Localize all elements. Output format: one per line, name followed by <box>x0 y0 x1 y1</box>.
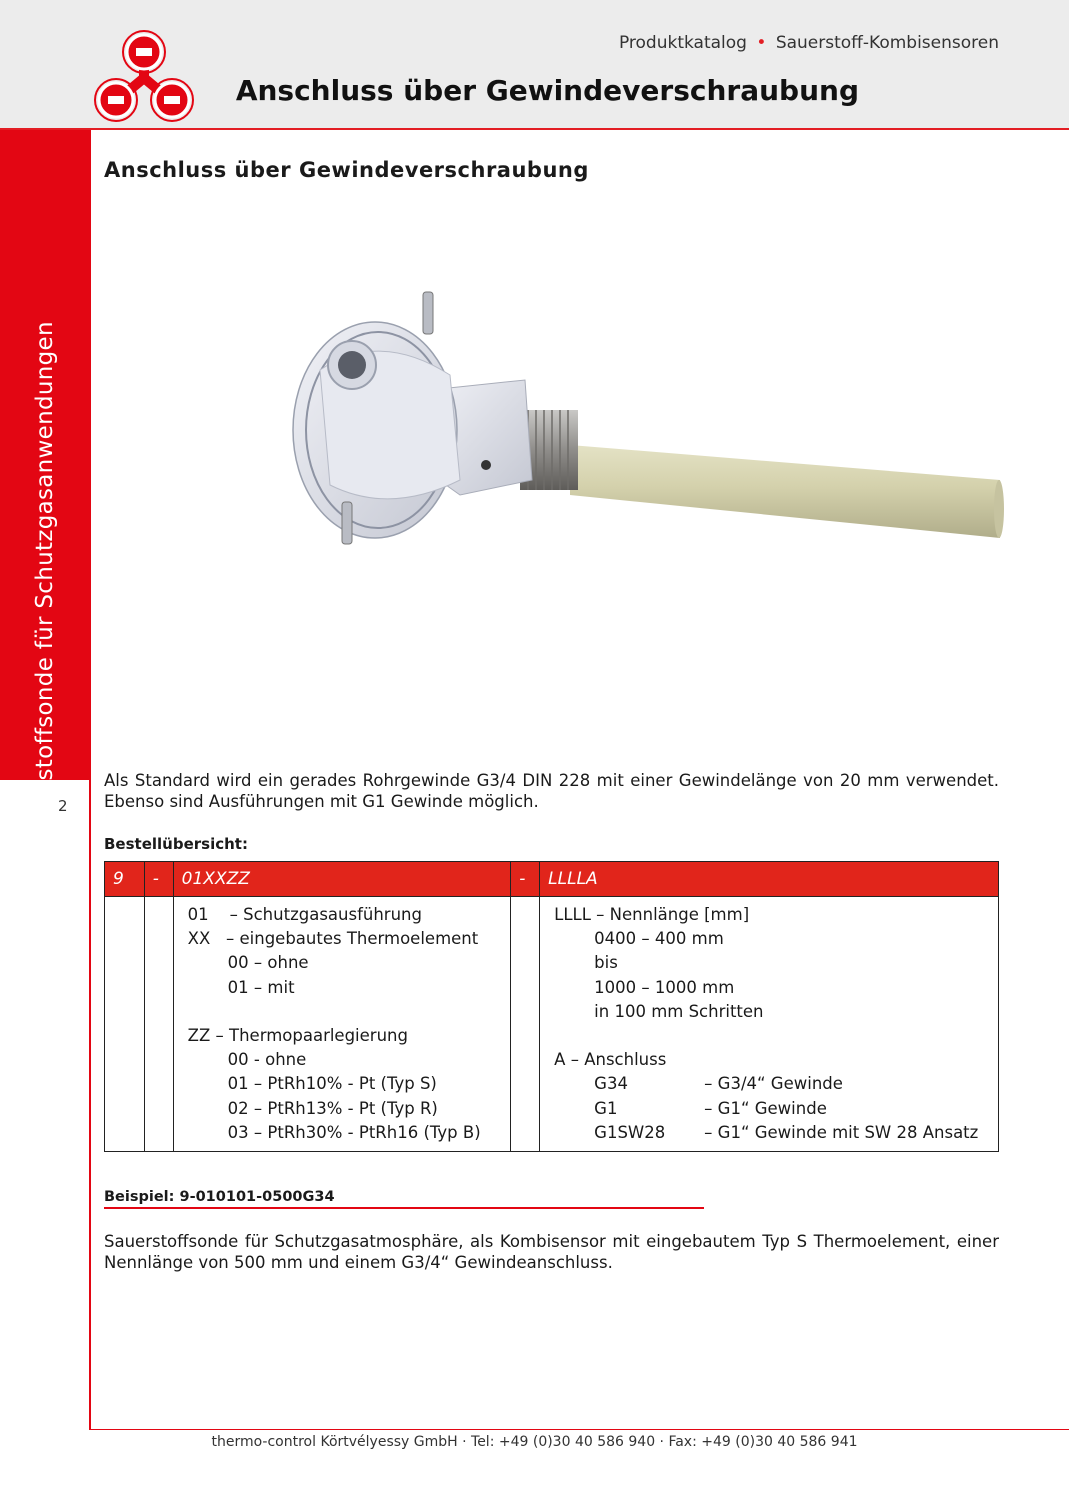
page-title: Anschluss über Gewindeverschraubung <box>235 74 859 107</box>
side-vertical-title: Sauerstoffsonde für Schutzgasanwendungen <box>32 321 58 849</box>
breadcrumb-catalog: Produktkatalog <box>618 33 747 53</box>
order-code-table <box>104 861 999 1152</box>
order-code-dash-2: - <box>511 862 540 897</box>
length-line: in 100 mm Schritten <box>594 1001 764 1021</box>
variant-line: 01 – Schutzgasausführung <box>187 905 422 924</box>
example-underline <box>104 1207 704 1209</box>
variant-line: 03 – PtRh30% - PtRh16 (Typ B) <box>227 1122 481 1142</box>
page-number: 2 <box>58 797 68 815</box>
variant-line: 00 – ohne <box>227 953 309 973</box>
breadcrumb <box>619 33 999 53</box>
connection-code: G1 <box>594 1098 618 1118</box>
section-title: Anschluss über Gewindeverschraubung <box>104 158 589 182</box>
variant-line: XX – eingebautes Thermoelement <box>187 929 479 949</box>
footer-divider <box>90 1429 1069 1430</box>
order-cell-empty-1 <box>105 897 145 1152</box>
page-header <box>0 0 1069 130</box>
connection-desc: – G3/4“ Gewinde <box>704 1074 843 1094</box>
variant-line: 02 – PtRh13% - Pt (Typ R) <box>227 1098 438 1118</box>
breadcrumb-category: Sauerstoff-Kombisensoren <box>775 33 999 53</box>
length-line <box>554 1024 990 1048</box>
order-code-dash-1: - <box>144 862 173 897</box>
connection-option <box>554 1121 990 1145</box>
order-code-length: LLLLA <box>540 862 999 897</box>
length-line: A – Anschluss <box>554 1050 667 1070</box>
company-logo-icon <box>90 30 198 126</box>
side-divider-line <box>89 130 91 1430</box>
order-table-header-row <box>105 862 999 897</box>
order-variant-description <box>173 897 511 1152</box>
order-cell-empty-3 <box>511 897 540 1152</box>
variant-line: 00 - ohne <box>227 1050 307 1070</box>
intro-paragraph: Als Standard wird ein gerades Rohrgewinde G3/4 DIN 228 mit einer Gewindelänge von 20 mm verwendet. Ebenso sind Ausführungen mit G1 Gewinde möglich. <box>104 771 999 811</box>
length-line: bis <box>594 953 618 973</box>
length-line: 1000 – 1000 mm <box>594 977 735 997</box>
connection-option <box>554 1072 990 1096</box>
variant-line: 01 – PtRh10% - Pt (Typ S) <box>227 1074 437 1094</box>
example-label: Beispiel: 9-010101-0500G34 <box>104 1189 335 1205</box>
variant-line: 01 – mit <box>227 977 295 997</box>
order-overview-heading: Bestellübersicht: <box>104 835 248 853</box>
order-cell-empty-2 <box>144 897 173 1152</box>
order-length-description <box>540 897 999 1152</box>
connection-desc: – G1“ Gewinde mit SW 28 Ansatz <box>704 1122 979 1142</box>
oxygen-probe-image <box>270 280 1005 565</box>
variant-line: ZZ – Thermopaarlegierung <box>187 1025 408 1045</box>
connection-option <box>554 1097 990 1121</box>
order-code-variant: 01XXZZ <box>173 862 511 897</box>
order-code-prefix: 9 <box>105 862 145 897</box>
side-band <box>0 130 90 849</box>
connection-code: G34 <box>594 1074 628 1094</box>
footer-contact: thermo-control Körtvélyessy GmbH · Tel: +49 (0)30 40 586 940 · Fax: +49 (0)30 40 586 941 <box>211 1434 858 1450</box>
length-line: 0400 – 400 mm <box>594 929 724 949</box>
order-table-body-row <box>105 897 999 1152</box>
variant-line <box>188 1000 503 1024</box>
connection-code: G1SW28 <box>594 1122 666 1142</box>
connection-desc: – G1“ Gewinde <box>704 1098 827 1118</box>
example-description: Sauerstoffsonde für Schutzgasatmosphäre, als Kombisensor mit eingebautem Typ S Thermoelement, einer Nennlänge von 500 mm und einem G3/4“ Gewindeanschluss. <box>104 1232 999 1272</box>
breadcrumb-separator: • <box>756 33 767 53</box>
length-line: LLLL – Nennlänge [mm] <box>554 905 750 924</box>
